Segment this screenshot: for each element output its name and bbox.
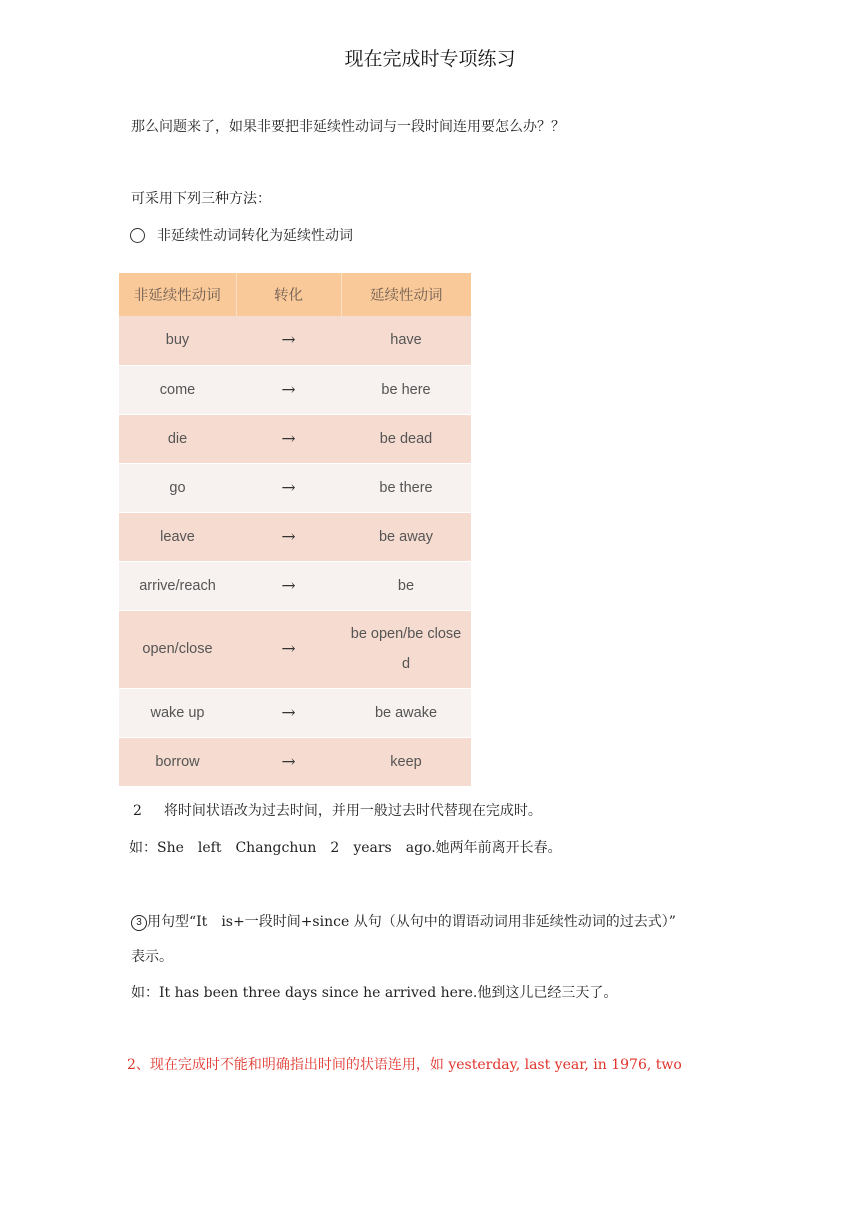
from-verb: borrow [119, 737, 236, 786]
table-row [119, 512, 471, 561]
table-row [119, 463, 471, 512]
to-verb: be there [341, 463, 471, 512]
from-verb: open/close [119, 610, 236, 688]
from-verb: wake up [119, 688, 236, 737]
method-1 [130, 225, 353, 245]
method-2-text: 将时间状语改为过去时间，并用一般过去时代替现在完成时。 [163, 803, 542, 819]
arrow-icon: → [236, 365, 341, 414]
circled-number-icon: 3 [131, 915, 147, 931]
arrow-icon: → [236, 316, 341, 365]
method-1-text: 非延续性动词转化为延续性动词 [157, 228, 353, 244]
to-verb: be open/be closed [341, 610, 471, 688]
page-title: 现在完成时专项练习 [344, 48, 516, 70]
header-nondurative: 非延续性动词 [119, 273, 236, 316]
method-3-text: 用句型“It is+一段时间+since 从句（从句中的谓语动词用非延续性动词的过去式）” [147, 914, 676, 930]
method-3 [131, 911, 676, 931]
verb-conversion-table [119, 273, 471, 787]
to-verb: have [341, 316, 471, 365]
arrow-icon: → [236, 561, 341, 610]
method-3-continued: 表示。 [131, 949, 173, 965]
arrow-icon: → [236, 512, 341, 561]
table-row [119, 737, 471, 786]
table-header-row [119, 273, 471, 316]
header-conversion: 转化 [236, 273, 341, 316]
point-2: 2、现在完成时不能和明确指出时间的状语连用，如 yesterday, last year, in 1976, two [127, 1057, 682, 1073]
method-2-number: 2 [133, 803, 142, 819]
arrow-icon: → [236, 414, 341, 463]
table-row [119, 414, 471, 463]
to-verb: keep [341, 737, 471, 786]
arrow-icon: → [236, 463, 341, 512]
to-verb: be dead [341, 414, 471, 463]
from-verb: go [119, 463, 236, 512]
arrow-icon: → [236, 688, 341, 737]
to-verb: be away [341, 512, 471, 561]
from-verb: die [119, 414, 236, 463]
method-2 [133, 800, 542, 820]
table-row [119, 610, 471, 688]
from-verb: leave [119, 512, 236, 561]
header-durative: 延续性动词 [341, 273, 471, 316]
circle-bullet-icon [130, 228, 145, 243]
table-row [119, 688, 471, 737]
from-verb: buy [119, 316, 236, 365]
to-verb: be [341, 561, 471, 610]
table-row [119, 316, 471, 365]
intro-question: 那么问题来了，如果非要把非延续性动词与一段时间连用要怎么办？？ [131, 119, 565, 135]
from-verb: come [119, 365, 236, 414]
to-verb: be awake [341, 688, 471, 737]
arrow-icon: → [236, 737, 341, 786]
table-row [119, 561, 471, 610]
table-row [119, 365, 471, 414]
methods-intro: 可采用下列三种方法： [131, 191, 271, 207]
to-verb: be here [341, 365, 471, 414]
example-1: 如：She left Changchun 2 years ago.她两年前离开长春。 [129, 840, 562, 856]
from-verb: arrive/reach [119, 561, 236, 610]
arrow-icon: → [236, 610, 341, 688]
example-2: 如：It has been three days since he arrived here.他到这儿已经三天了。 [131, 985, 618, 1001]
